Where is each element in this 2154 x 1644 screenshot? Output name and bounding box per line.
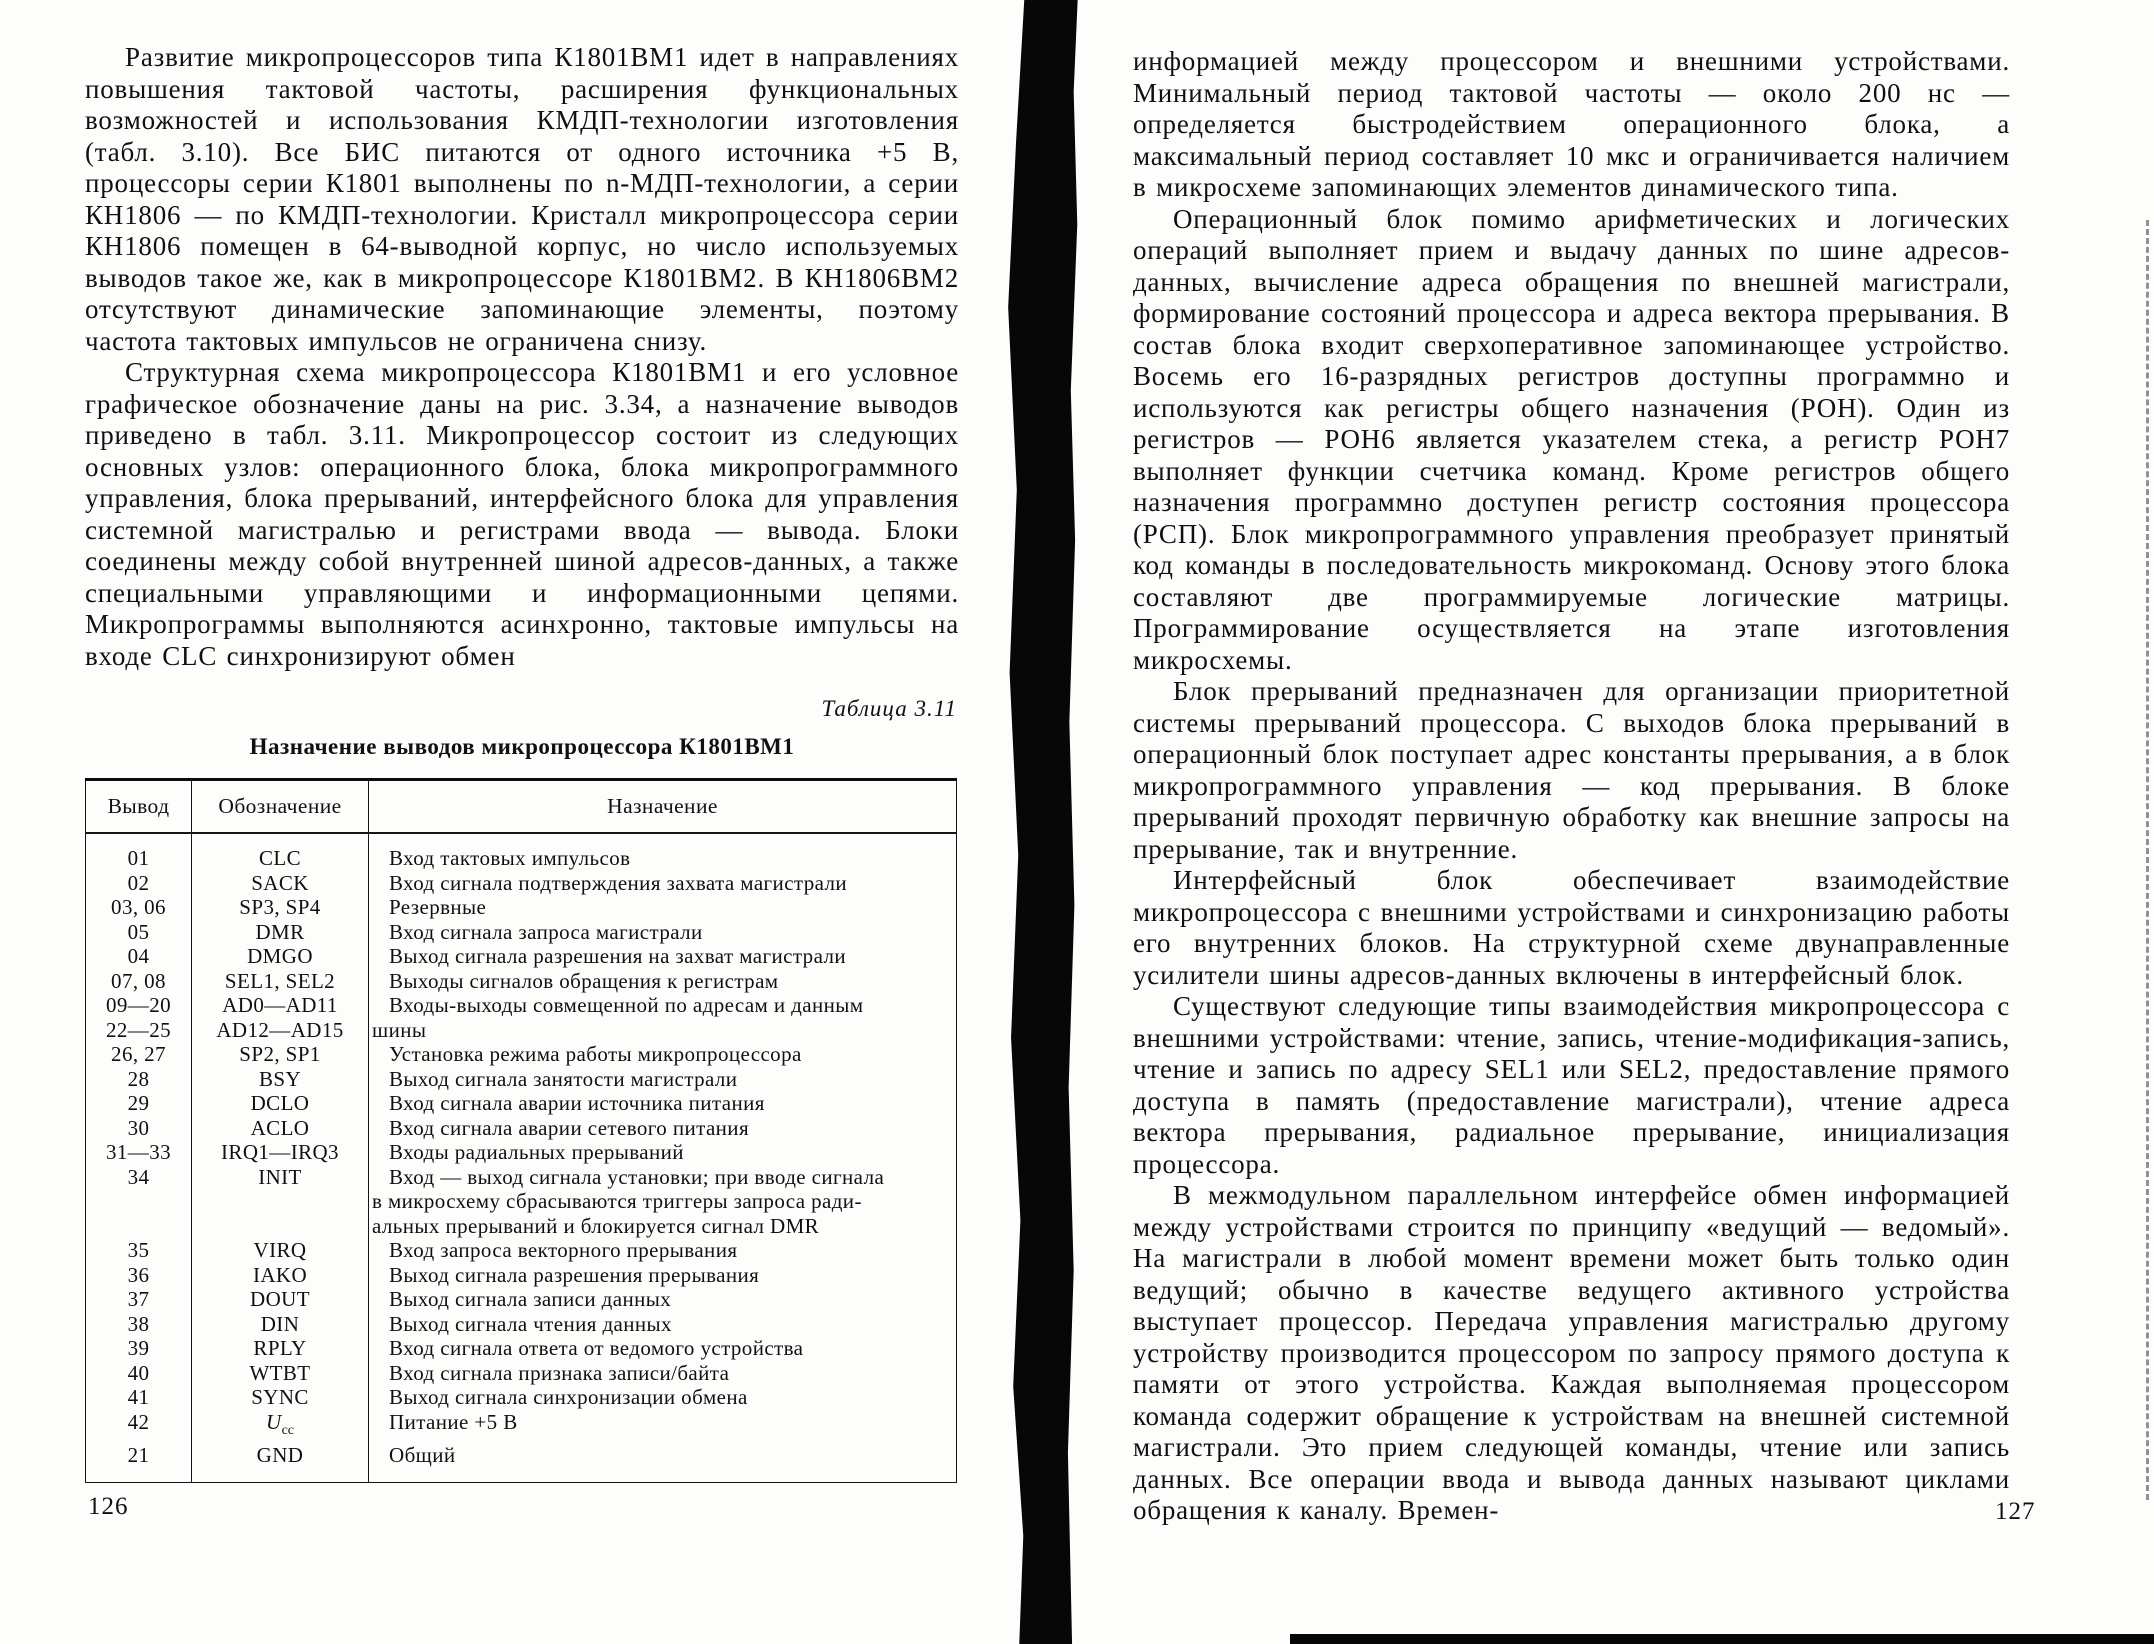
desc-cell: Входы радиальных прерываний	[389, 1140, 684, 1164]
paragraph: Блок прерываний предназначен для организации приоритетной системы прерываний процессора. С выходов блока прерываний в операционный блок поступает адрес константы прерывания, а в блок микропрограммного управления — код прерывания. В блоке прерываний проходят первичную обработку как внешние запросы на прерывание, так и внутренние.	[1133, 676, 2010, 864]
paragraph: Операционный блок помимо арифметических и логических операций выполняет прием и выдачу данных по шине адресов-данных, вычисление адреса обращения по внешней магистрали, формирование состояний процессора и адреса вектора прерывания. В состав блока входит сверхоперативное запоминающее устройство. Восемь его 16-разрядных регистров доступны программно и используются как регистры общего назначения (РОН). Один из регистров — РОН6 является указателем стека, а регистр РОН7 выполняет функции счетчика команд. Кроме регистров общего назначения программно доступен регистр состояния процессора (РСП). Блок микропрограммного управления преобразует принятый код команды в последовательность микрокоманд. Основу этого блока составляют две программируемые логические матрицы. Программирование осуществляется на этапе изготовления микросхемы.	[1133, 203, 2010, 675]
signal-cell: SACK	[192, 871, 369, 896]
pin-cell: 04	[127, 944, 150, 968]
pin-cell: 29	[127, 1091, 150, 1115]
table-row	[86, 1042, 957, 1067]
desc-cell: Вход тактовых импульсов	[389, 846, 631, 870]
paragraph: Структурная схема микропроцессора К1801ВМ1 и его условное графическое обозначение даны на рис. 3.34, а назначение выводов приведено в табл. 3.11. Микропроцессор состоит из следующих основных узлов: операционного блока, блока микропрограммного управления, блока прерываний, интерфейсного блока для управления системной магистралью и регистрами ввода — вывода. Блоки соединены между собой внутренней шиной адресов-данных, а также специальными управляющими и информационными цепями. Микропрограммы выполняются асинхронно, тактовые импульсы на входе CLC синхронизируют обмен	[85, 357, 959, 671]
signal-cell: DMGO	[192, 944, 369, 969]
pin-cell: 39	[127, 1336, 150, 1360]
pin-cell: 31—33	[106, 1140, 171, 1164]
signal-cell: GND	[192, 1443, 369, 1482]
signal-cell: SP3, SP4	[192, 895, 369, 920]
table-row	[86, 993, 957, 1018]
pin-cell: 01	[127, 846, 150, 870]
desc-cell: Выход сигнала записи данных	[389, 1287, 672, 1311]
pin-cell: 41	[127, 1385, 150, 1409]
signal-cell: $U_{cc}$	[192, 1410, 369, 1444]
table-title: Назначение выводов микропроцессора К1801ВМ1	[249, 734, 795, 759]
signal-cell: RPLY	[192, 1336, 369, 1361]
paragraph: Существуют следующие типы взаимодействия микропроцессора с внешними устройствами: чтение, запись, чтение-модификация-запись, чтение и запись по адресу SEL1 или SEL2, предоставление прямого доступа в память (предоставление магистрали), чтение адреса вектора прерывания, радиальное прерывание, инициализация процессора.	[1133, 991, 2010, 1179]
pin-cell: 34	[127, 1164, 150, 1189]
table-row	[86, 1165, 957, 1190]
table-row	[86, 1067, 957, 1092]
desc-cell: Выход сигнала занятости магистрали	[389, 1066, 738, 1091]
table-row	[86, 1091, 957, 1116]
table-row	[86, 944, 957, 969]
table-header-row	[86, 780, 957, 834]
pin-cell	[86, 1214, 192, 1239]
table-row	[86, 1238, 957, 1263]
paragraph: В межмодульном параллельном интерфейсе обмен информацией между устройствами строится по принципу «ведущий — ведомый». На магистрали в любой момент времени может быть только один ведущий; обычно в качестве ведущего активного устройства выступает процессор. Передача управления магистралью другому устройству производится процессором по запросу прямого доступа к памяти от этого устройства. Каждая выполняемая процессором команда содержит обращение к устройствам на внешней системной магистрали. Это прием следующей команды, чтение или запись данных. Все операции ввода и вывода данных называют циклами обращения к каналу. Времен-	[1133, 1180, 2010, 1525]
signal-cell: DOUT	[192, 1287, 369, 1312]
desc-cell: альных прерываний и блокируется сигнал DMR	[372, 1213, 820, 1238]
header-pin: Вывод	[86, 780, 192, 834]
pin-cell: 22—25	[106, 1017, 171, 1042]
signal-cell: SP2, SP1	[192, 1042, 369, 1067]
desc-cell: шины	[372, 1017, 427, 1042]
signal-cell: INIT	[192, 1165, 369, 1190]
table-row	[86, 895, 957, 920]
pin-cell: 21	[127, 1443, 150, 1468]
table-row	[86, 920, 957, 945]
paragraph: Интерфейсный блок обеспечивает взаимодействие микропроцессора с внешними устройствами и синхронизацию работы его внутренних блоков. На структурной схеме двунаправленные усилители шины адресов-данных включены в интерфейсный блок.	[1133, 865, 2010, 990]
table-row	[86, 1410, 957, 1444]
pin-cell	[86, 1189, 192, 1214]
pin-cell: 03, 06	[111, 895, 166, 919]
pin-cell: 42	[127, 1409, 150, 1434]
desc-cell: Вход сигнала подтверждения захвата магистрали	[389, 870, 848, 895]
signal-cell: WTBT	[192, 1361, 369, 1386]
signal-cell: SEL1, SEL2	[192, 969, 369, 994]
table-row	[86, 1018, 957, 1043]
left-page	[85, 42, 959, 1483]
desc-cell: Вход сигнала ответа от ведомого устройства	[389, 1336, 804, 1360]
desc-cell: Вход сигнала признака записи/байта	[389, 1360, 730, 1385]
desc-cell: Резервные	[389, 895, 487, 919]
table-row	[86, 969, 957, 994]
desc-cell: Питание +5 В	[389, 1409, 518, 1434]
signal-cell: IAKO	[192, 1263, 369, 1288]
pin-cell: 26, 27	[111, 1042, 166, 1066]
signal-cell	[192, 1214, 369, 1239]
table-row	[86, 1336, 957, 1361]
signal-cell: DIN	[192, 1312, 369, 1337]
pin-cell: 38	[127, 1311, 150, 1336]
signal-cell: DCLO	[192, 1091, 369, 1116]
right-page	[1133, 46, 2010, 1527]
table-caption: Таблица 3.11	[821, 696, 957, 721]
desc-cell: Вход сигнала запроса магистрали	[389, 919, 703, 944]
pin-table-body	[86, 833, 957, 1482]
table-row	[86, 1312, 957, 1337]
table-row	[86, 1287, 957, 1312]
table-row	[86, 1116, 957, 1141]
scan-edge-artifact	[1290, 1634, 2154, 1644]
table-row	[86, 1443, 957, 1482]
pin-cell: 36	[127, 1262, 150, 1287]
desc-cell: Вход сигнала аварии сетевого питания	[389, 1115, 750, 1140]
desc-cell: в микросхему сбрасываются триггеры запроса ради-	[372, 1189, 862, 1213]
table-row	[86, 1140, 957, 1165]
paragraph: информацией между процессором и внешними устройствами. Минимальный период тактовой частоты — около 200 нс — определяется быстродействием операционного блока, а максимальный период составляет 10 мкс и ограничивается наличием в микросхеме запоминающих элементов динамического типа.	[1133, 46, 2010, 202]
desc-cell: Входы-выходы совмещенной по адресам и данным	[389, 993, 864, 1017]
signal-cell: IRQ1—IRQ3	[192, 1140, 369, 1165]
signal-cell: BSY	[192, 1067, 369, 1092]
table-row	[86, 1214, 957, 1239]
table-row	[86, 1263, 957, 1288]
binding-gutter	[1006, 0, 1078, 1644]
desc-cell: Установка режима работы микропроцессора	[389, 1042, 802, 1066]
pin-table	[85, 778, 957, 1483]
desc-cell: Выход сигнала синхронизации обмена	[389, 1385, 748, 1409]
paragraph: Развитие микропроцессоров типа К1801ВМ1 идет в направлениях повышения тактовой частоты, расширения функциональных возможностей и использования КМДП-технологии изготовления (табл. 3.10). Все БИС питаются от одного источника +5 В, процессоры серии К1801 выполнены по n-МДП-технологии, а серии КН1806 — по КМДП-технологии. Кристалл микропроцессора серии КН1806 помещен в 64-выводной корпус, но число используемых выводов такое же, как в микропроцессоре К1801ВМ2. В КН1806ВМ2 отсутствуют динамические запоминающие элементы, поэтому частота тактовых импульсов не ограничена снизу.	[85, 42, 959, 356]
desc-cell: Общий	[389, 1443, 456, 1468]
signal-cell: SYNC	[192, 1385, 369, 1410]
signal-cell: VIRQ	[192, 1238, 369, 1263]
header-signal: Обозначение	[192, 780, 369, 834]
pin-cell: 35	[127, 1238, 150, 1262]
signal-cell: AD0—AD11	[192, 993, 369, 1018]
desc-cell: Вход — выход сигнала установки; при вводе сигнала	[389, 1164, 885, 1189]
desc-cell: Выход сигнала разрешения на захват магистрали	[389, 944, 846, 968]
pin-cell: 05	[127, 919, 150, 944]
signal-cell: DMR	[192, 920, 369, 945]
pin-cell: 07, 08	[111, 968, 166, 993]
signal-cell: AD12—AD15	[192, 1018, 369, 1043]
page-number-left: 126	[88, 1493, 129, 1520]
table-row	[86, 833, 957, 871]
desc-cell: Вход запроса векторного прерывания	[389, 1238, 738, 1262]
table-row	[86, 1361, 957, 1386]
pin-cell: 09—20	[106, 993, 171, 1017]
pin-cell: 30	[127, 1115, 150, 1140]
scan-edge-dashes	[2146, 220, 2149, 1500]
pin-cell: 40	[127, 1360, 150, 1385]
header-purpose: Назначение	[369, 780, 957, 834]
signal-cell	[192, 1189, 369, 1214]
pin-cell: 37	[127, 1287, 150, 1311]
pin-cell: 02	[127, 870, 150, 895]
desc-cell: Выход сигнала разрешения прерывания	[389, 1262, 760, 1287]
pin-cell: 28	[127, 1066, 150, 1091]
desc-cell: Выходы сигналов обращения к регистрам	[389, 968, 779, 993]
table-row	[86, 1385, 957, 1410]
page-number-right: 127	[1995, 1498, 2036, 1525]
signal-cell: CLC	[192, 833, 369, 871]
desc-cell: Выход сигнала чтения данных	[389, 1311, 672, 1336]
table-row	[86, 1189, 957, 1214]
table-row	[86, 871, 957, 896]
signal-cell: ACLO	[192, 1116, 369, 1141]
desc-cell: Вход сигнала аварии источника питания	[389, 1091, 765, 1115]
